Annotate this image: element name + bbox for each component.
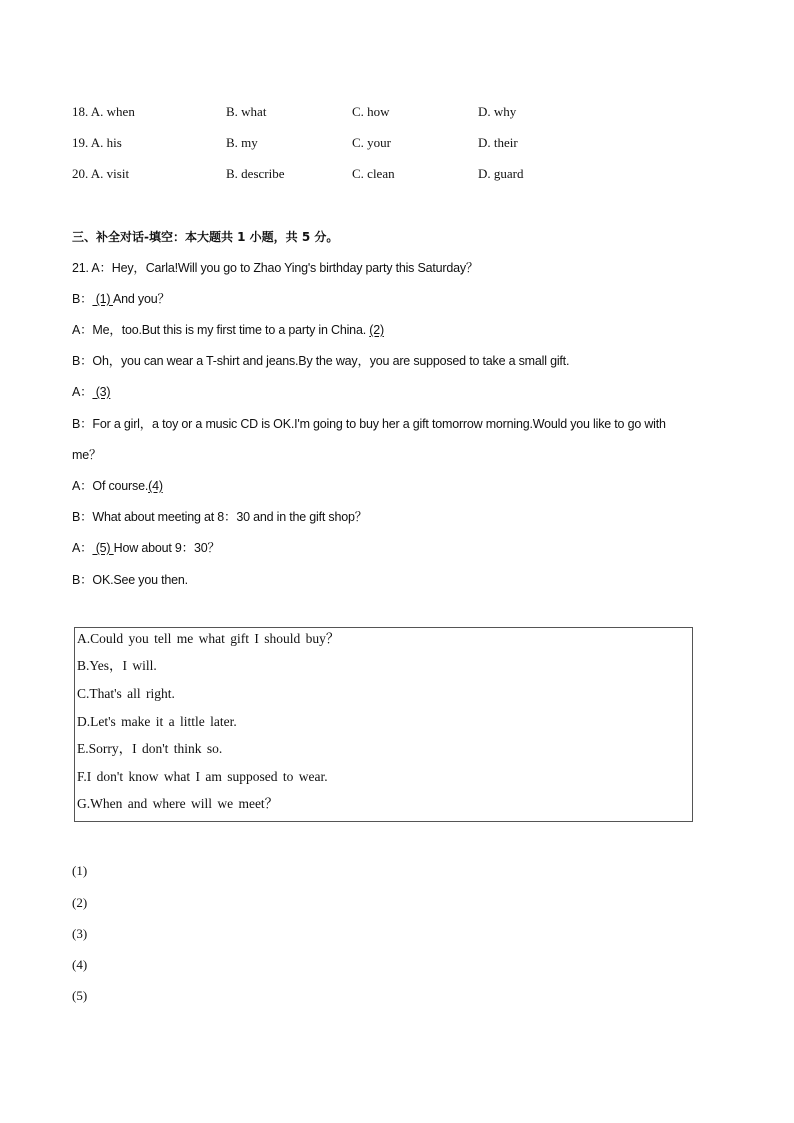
blank-2[interactable]: (2) <box>369 323 384 337</box>
question-20-option-d: D. guard <box>478 166 524 181</box>
question-18-option-a: 18. A. when <box>72 104 135 119</box>
dialogue-text: And you？ <box>112 292 170 306</box>
answer-slot-1[interactable]: (1) <box>72 863 88 878</box>
question-20-option-c: C. clean <box>352 166 395 181</box>
question-19-option-a: 19. A. his <box>72 135 122 150</box>
answer-slot-5[interactable]: (5) <box>72 988 88 1003</box>
answer-slot-4[interactable]: (4) <box>72 957 88 972</box>
blank-1[interactable]: (1) <box>92 292 113 306</box>
answer-slot-2[interactable]: (2) <box>72 895 88 910</box>
blank-3[interactable]: (3) <box>92 385 111 399</box>
blank-5[interactable]: (5) <box>92 541 114 555</box>
options-box <box>74 627 693 822</box>
dialogue-line-8 <box>72 476 732 496</box>
question-18-option-b: B. what <box>226 104 267 119</box>
option-a: A.Could you tell me what gift I should buy？ <box>77 631 340 646</box>
speaker-label: A： <box>72 541 93 555</box>
dialogue-line-5 <box>72 382 732 402</box>
question-19-option-b: B. my <box>226 135 258 150</box>
dialogue-text: A：Of course. <box>72 479 149 493</box>
question-18-row <box>72 102 592 122</box>
option-e: E.Sorry，I don't think so. <box>77 741 223 756</box>
dialogue-line-9: B：What about meeting at 8：30 and in the gift shop？ <box>72 510 368 524</box>
option-b: B.Yes，I will. <box>77 658 157 673</box>
question-19-option-c: C. your <box>352 135 391 150</box>
dialogue-line-3 <box>72 320 732 340</box>
question-18-option-d: D. why <box>478 104 517 119</box>
question-19-option-d: D. their <box>478 135 518 150</box>
question-19-row <box>72 133 592 153</box>
question-20-option-a: 20. A. visit <box>72 166 130 181</box>
section-heading: 三、补全对话-填空：本大题共 1 小题，共 5 分。 <box>72 230 339 244</box>
dialogue-line-1: 21. A：Hey，Carla!Will you go to Zhao Ying's birthday party this Saturday？ <box>72 261 479 275</box>
dialogue-line-4: B：Oh，you can wear a T-shirt and jeans.By the way，you are supposed to take a small gift. <box>72 354 570 368</box>
dialogue-line-2 <box>72 289 732 309</box>
speaker-label: B： <box>72 292 93 306</box>
dialogue-line-7: me？ <box>72 448 102 462</box>
speaker-label: A： <box>72 385 93 399</box>
dialogue-line-10 <box>72 538 732 558</box>
option-d: D.Let's make it a little later. <box>77 714 237 729</box>
question-20-option-b: B. describe <box>226 166 285 181</box>
question-18-option-c: C. how <box>352 104 390 119</box>
option-g: G.When and where will we meet？ <box>77 796 279 811</box>
blank-4[interactable]: (4) <box>148 479 163 493</box>
option-c: C.That's all right. <box>77 686 175 701</box>
answer-slot-3[interactable]: (3) <box>72 926 88 941</box>
option-f: F.I don't know what I am supposed to wear. <box>77 769 328 784</box>
dialogue-line-11: B：OK.See you then. <box>72 573 188 587</box>
dialogue-line-6: B：For a girl，a toy or a music CD is OK.I'm going to buy her a gift tomorrow morning.Would you like to go with <box>72 417 666 431</box>
dialogue-text: How about 9：30？ <box>113 541 220 555</box>
question-20-row <box>72 164 592 184</box>
dialogue-text: A：Me，too.But this is my first time to a party in China. <box>72 323 370 337</box>
